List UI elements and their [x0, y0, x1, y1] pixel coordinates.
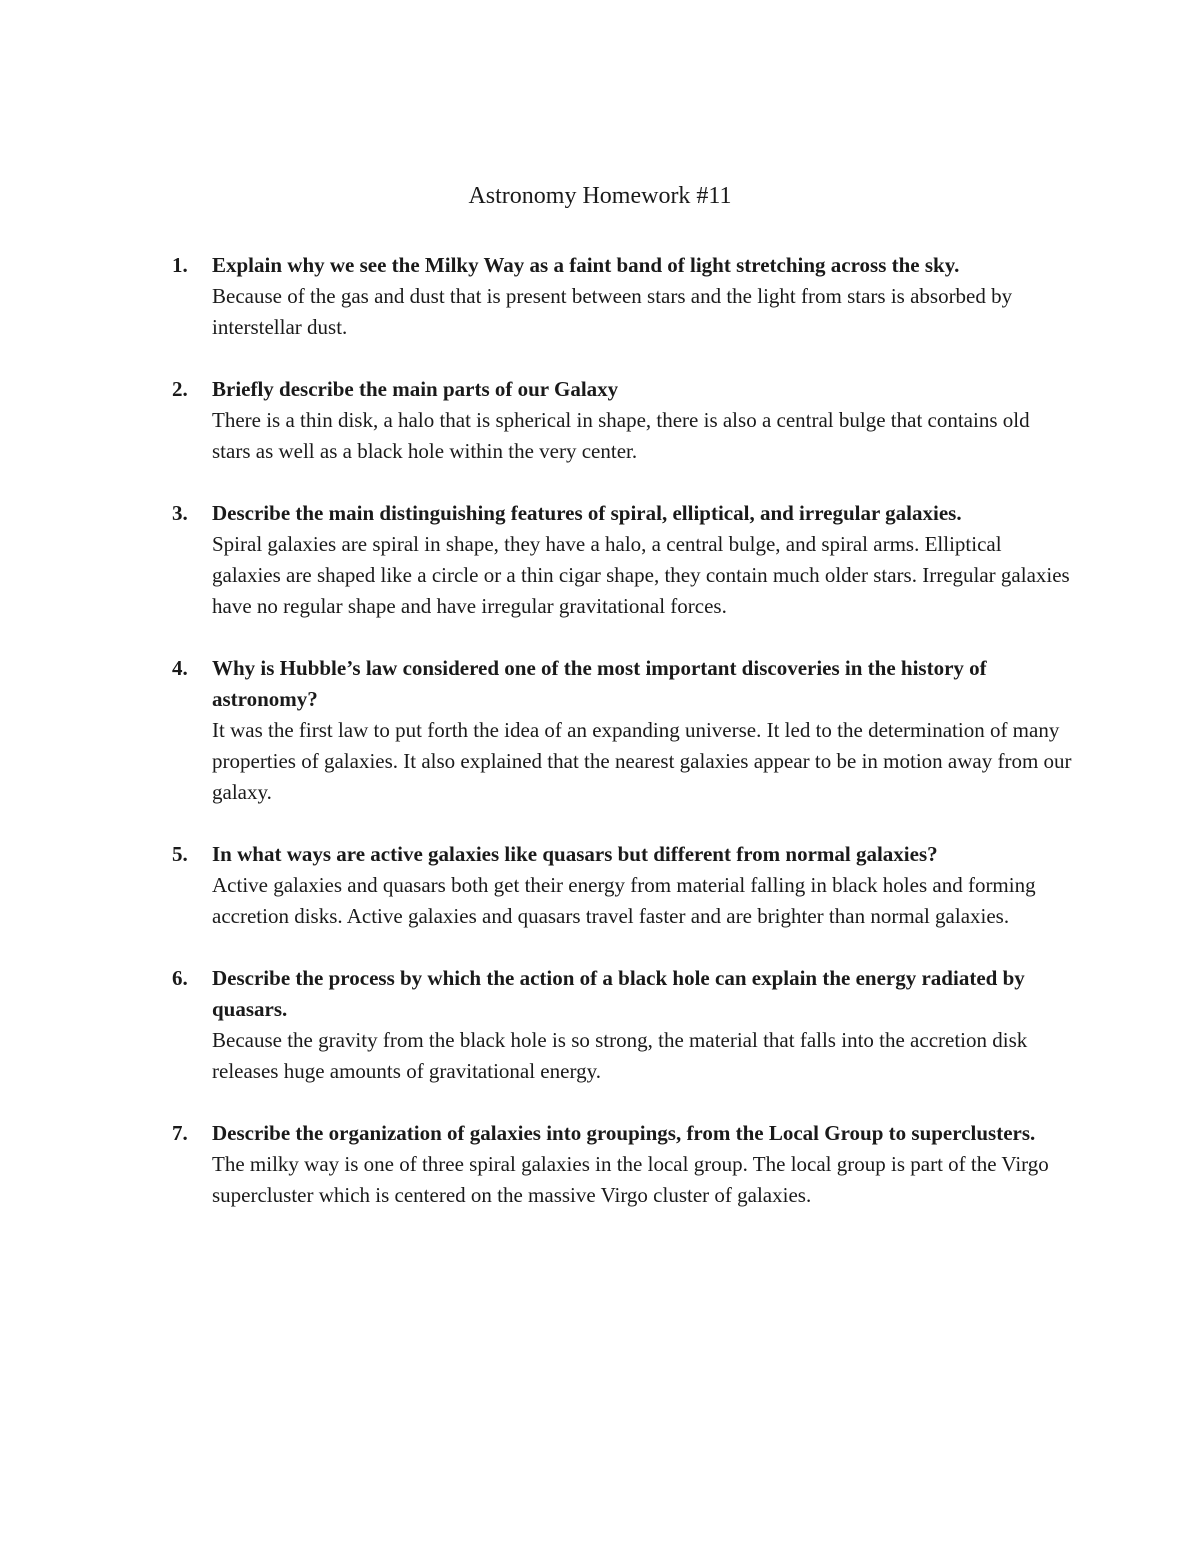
answer-text: The milky way is one of three spiral galaxies in the local group. The local group is part of the Virgo supercluster which is centered on the massive Virgo cluster of galaxies.: [212, 1152, 1049, 1207]
list-item: [172, 374, 1072, 467]
item-number: 2.: [172, 377, 188, 401]
question-text: Describe the process by which the action of a black hole can explain the energy radiated by quasars.: [212, 966, 1025, 1021]
answer-text: Because of the gas and dust that is present between stars and the light from stars is absorbed by interstellar dust.: [212, 284, 1013, 339]
list-item: [172, 839, 1072, 932]
list-item: [172, 1118, 1072, 1211]
question-text: Explain why we see the Milky Way as a faint band of light stretching across the sky.: [212, 253, 960, 277]
item-number: 5.: [172, 842, 188, 866]
question-text: Why is Hubble’s law considered one of the most important discoveries in the history of astronomy?: [212, 656, 987, 711]
document-title: Astronomy Homework #11: [468, 183, 732, 209]
question-list: [172, 250, 1072, 1242]
answer-text: Active galaxies and quasars both get their energy from material falling in black holes and forming accretion disks. Active galaxies and quasars travel faster and are brighter than normal galaxies.: [212, 873, 1036, 928]
answer-text: It was the first law to put forth the idea of an expanding universe. It led to the determination of many properties of galaxies. It also explained that the nearest galaxies appear to be in motion away from our galaxy.: [212, 718, 1072, 804]
list-item: [172, 963, 1072, 1087]
question-text: In what ways are active galaxies like quasars but different from normal galaxies?: [212, 842, 938, 866]
question-text: Describe the main distinguishing features of spiral, elliptical, and irregular galaxies.: [212, 501, 962, 525]
list-item: [172, 498, 1072, 622]
item-number: 4.: [172, 656, 188, 680]
item-number: 3.: [172, 501, 188, 525]
question-text: Briefly describe the main parts of our Galaxy: [212, 377, 619, 401]
question-text: Describe the organization of galaxies into groupings, from the Local Group to superclusters.: [212, 1121, 1036, 1145]
answer-text: Because the gravity from the black hole is so strong, the material that falls into the accretion disk releases huge amounts of gravitational energy.: [212, 1028, 1028, 1083]
item-number: 7.: [172, 1121, 188, 1145]
answer-text: There is a thin disk, a halo that is spherical in shape, there is also a central bulge that contains old stars as well as a black hole within the very center.: [212, 408, 1030, 463]
answer-text: Spiral galaxies are spiral in shape, they have a halo, a central bulge, and spiral arms. Elliptical galaxies are shaped like a circle or a thin cigar shape, they contain much older stars. Irregular galaxies have no regular shape and have irregular gravitational forces.: [212, 532, 1070, 618]
list-item: [172, 653, 1072, 808]
item-number: 6.: [172, 966, 188, 990]
item-number: 1.: [172, 253, 188, 277]
list-item: [172, 250, 1072, 343]
